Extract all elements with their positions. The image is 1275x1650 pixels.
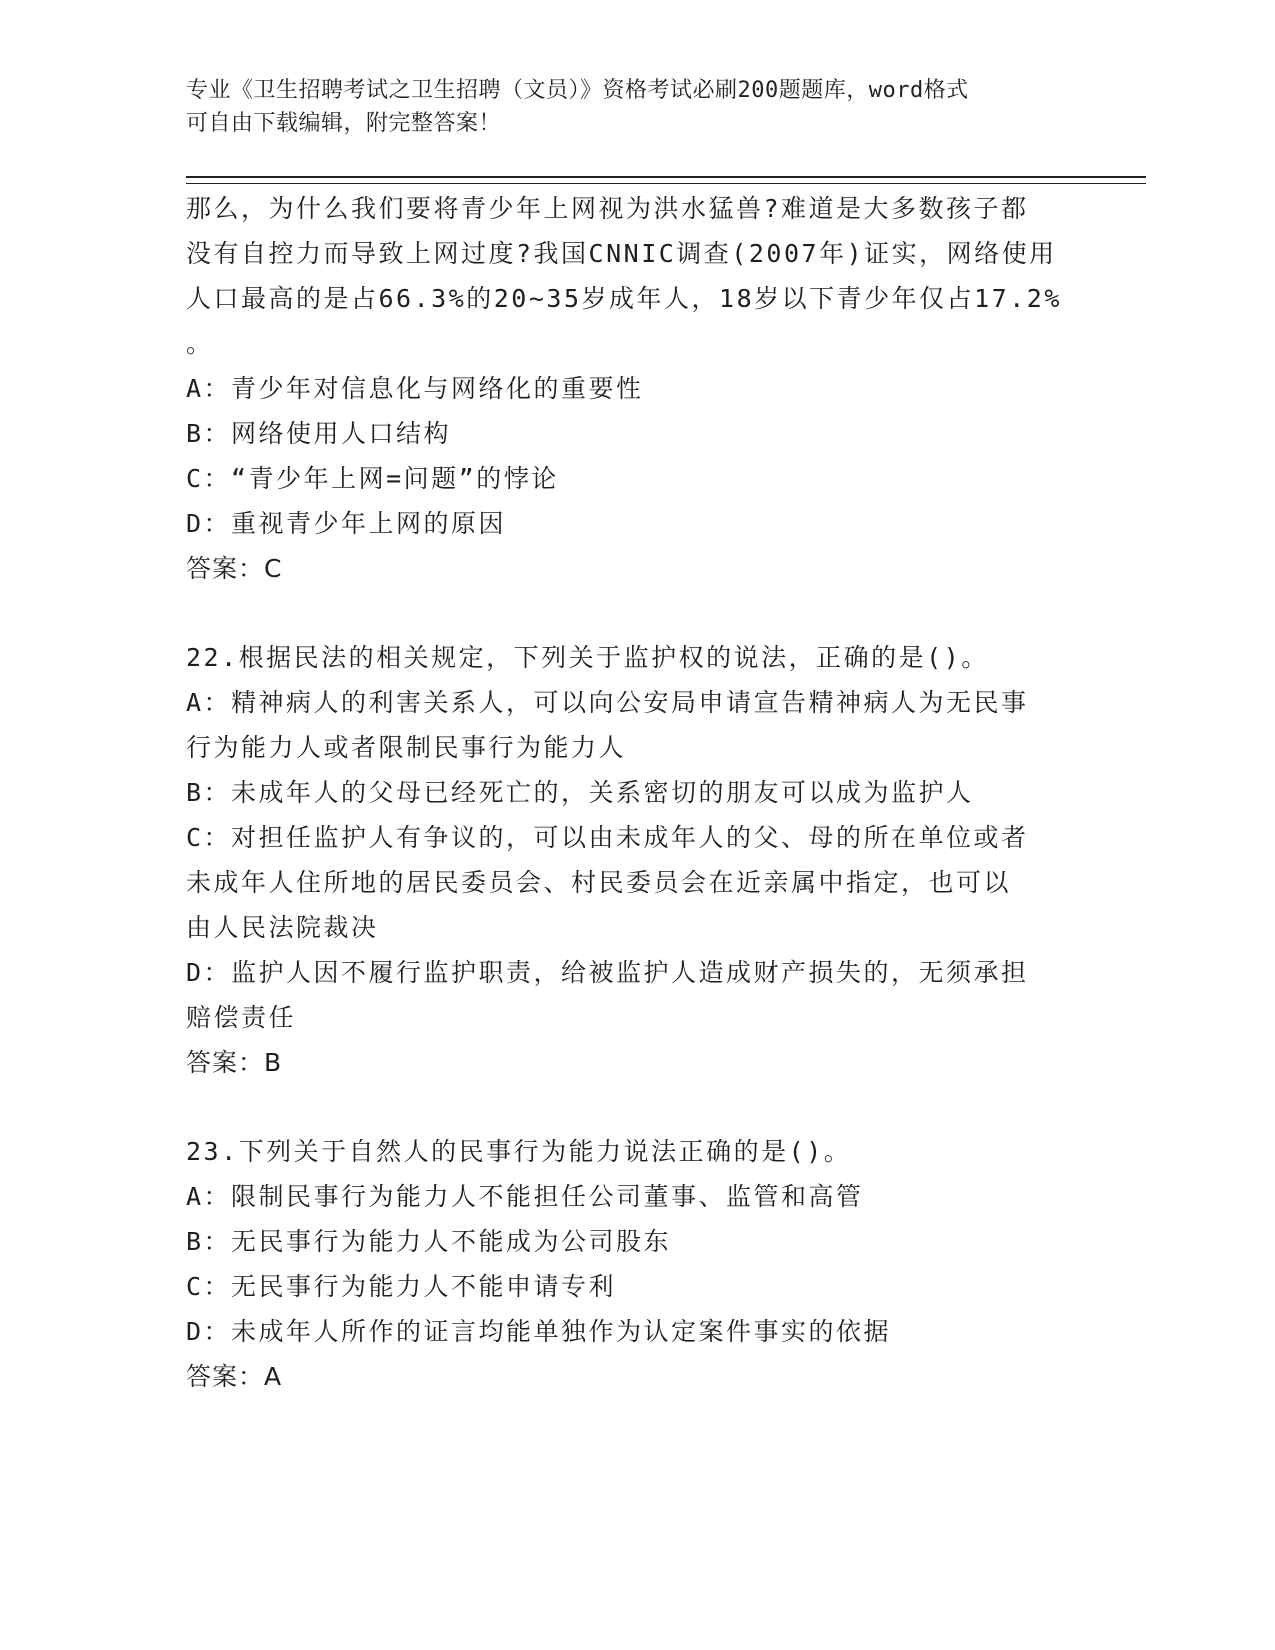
question-stem-line: 没有自控力而导致上网过度?我国CNNIC调查(2007年)证实，网络使用 [186, 239, 1057, 268]
option-c: C：“青少年上网=问题”的悖论 [186, 464, 559, 493]
question-stem-line: 人口最高的是占66.3%的20~35岁成年人，18岁以下青少年仅占17.2% [186, 284, 1062, 313]
spacer [186, 1085, 1086, 1129]
option-d-continued: 赔偿责任 [186, 1003, 297, 1032]
option-d: D：重视青少年上网的原因 [186, 509, 507, 538]
option-b: B：未成年人的父母已经死亡的，关系密切的朋友可以成为监护人 [186, 778, 974, 807]
option-a: A：精神病人的利害关系人，可以向公安局申请宣告精神病人为无民事 [186, 688, 1029, 717]
question-21 [186, 186, 1086, 591]
option-c: C：对担任监护人有争议的，可以由未成年人的父、母的所在单位或者 [186, 823, 1029, 852]
question-stem-line: 。 [186, 329, 214, 358]
question-stem-line: 那么，为什么我们要将青少年上网视为洪水猛兽?难道是大多数孩子都 [186, 194, 1029, 223]
option-d: D：监护人因不履行监护职责，给被监护人造成财产损失的，无须承担 [186, 958, 1029, 987]
option-c: C：无民事行为能力人不能申请专利 [186, 1272, 617, 1301]
answer: 答案：B [186, 1048, 283, 1077]
question-23 [186, 1129, 1086, 1399]
option-c-continued: 未成年人住所地的居民委员会、村民委员会在近亲属中指定，也可以 [186, 868, 1012, 897]
question-22 [186, 635, 1086, 1085]
option-a: A：青少年对信息化与网络化的重要性 [186, 374, 644, 403]
answer: 答案：A [186, 1362, 283, 1391]
option-a-continued: 行为能力人或者限制民事行为能力人 [186, 733, 627, 762]
spacer [186, 591, 1086, 635]
option-c-continued: 由人民法院裁决 [186, 913, 379, 942]
question-content [186, 186, 1086, 1399]
header-divider [186, 176, 1146, 184]
option-b: B：无民事行为能力人不能成为公司股东 [186, 1227, 672, 1256]
page-header [186, 74, 1086, 140]
option-d: D：未成年人所作的证言均能单独作为认定案件事实的依据 [186, 1317, 892, 1346]
option-a: A：限制民事行为能力人不能担任公司董事、监管和高管 [186, 1182, 864, 1211]
header-title-line-2: 可自由下载编辑，附完整答案！ [186, 111, 502, 136]
option-b: B：网络使用人口结构 [186, 419, 452, 448]
header-title-line-1: 专业《卫生招聘考试之卫生招聘（文员）》资格考试必刷200题题库，word格式 [186, 78, 969, 103]
question-stem-line: 23.下列关于自然人的民事行为能力说法正确的是()。 [186, 1137, 852, 1166]
answer: 答案：C [186, 554, 283, 583]
question-stem-line: 22.根据民法的相关规定，下列关于监护权的说法，正确的是()。 [186, 643, 989, 672]
